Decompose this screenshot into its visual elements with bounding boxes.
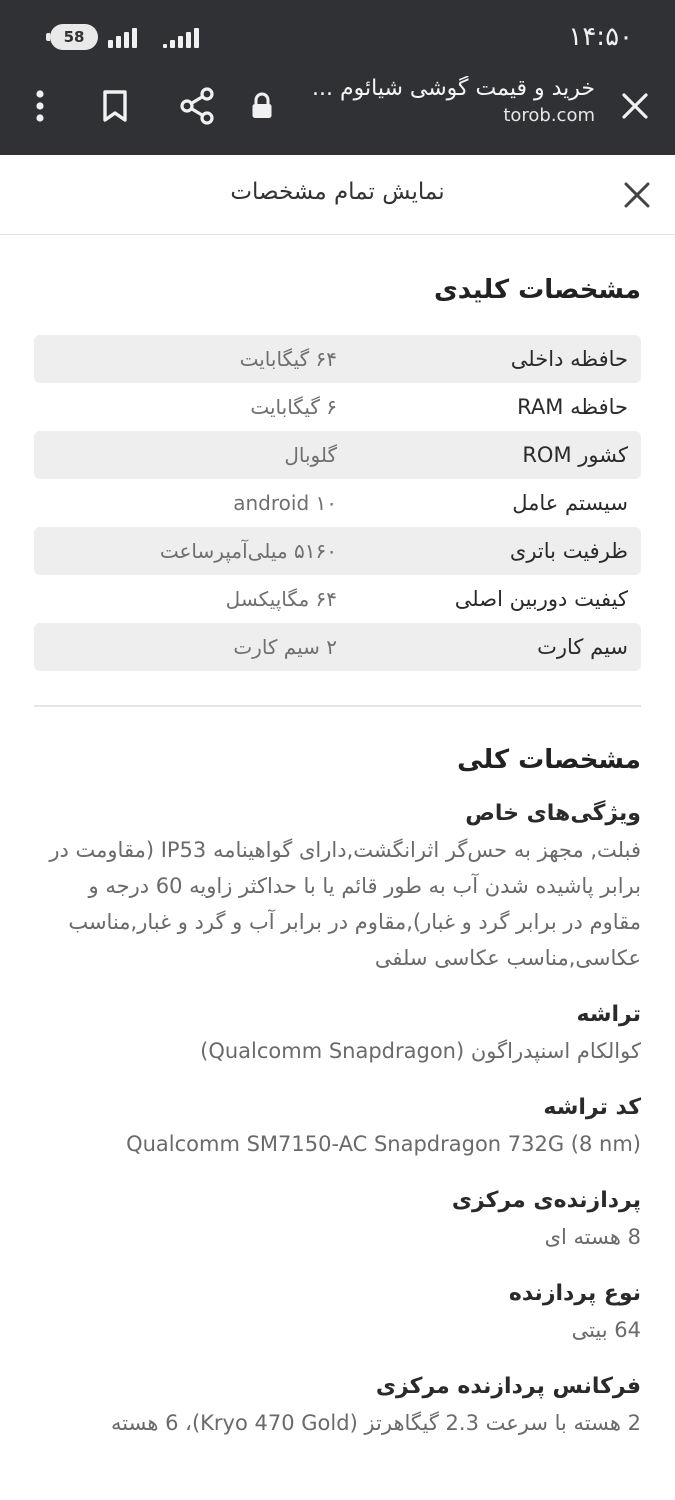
general-specs: [34, 745, 641, 1441]
specs-content[interactable]: [34, 235, 641, 1441]
bookmark-icon[interactable]: [95, 84, 135, 128]
spec-item: [34, 801, 641, 976]
spec-value: فبلت, مجهز به حس‌گر اثرانگشت,دارای گواهینامه IP53 (مقاومت در برابر پاشیده شدن آب به طور قائم یا با حداکثر زاویه 60 درجه و مقاوم در برابر گرد و غبار),مقاوم در برابر آب و گرد و غبار,مناسب عکاسی,مناسب عکاسی سلفی: [49, 838, 641, 970]
tab-title: خرید و قیمت گوشی شیائوم ...: [312, 76, 595, 101]
section-divider: [34, 705, 641, 707]
table-row: [34, 623, 641, 671]
spec-label: کد تراشه: [543, 1095, 641, 1120]
spec-value: ۵۱۶۰ میلی‌آمپرساعت: [159, 539, 337, 563]
spec-label: نوع پردازنده: [508, 1281, 641, 1306]
spec-item: [34, 1281, 641, 1348]
key-specs-table: [34, 335, 641, 671]
table-row: [34, 575, 641, 623]
spec-label: ویژگی‌های خاص: [465, 801, 641, 826]
signal-icon: [108, 26, 137, 48]
table-row: [34, 383, 641, 431]
battery-level: 58: [63, 28, 85, 46]
spec-label: کیفیت دوربین اصلی: [454, 587, 628, 611]
spec-item: [34, 1374, 641, 1441]
browser-chrome: [0, 0, 675, 155]
spec-label: حافظه داخلی: [510, 347, 628, 371]
spec-label: تراشه: [576, 1002, 641, 1027]
lock-icon: [248, 88, 276, 124]
spec-value: ۶ گیگابایت: [250, 395, 337, 419]
general-specs-title: مشخصات کلی: [457, 745, 641, 775]
spec-value: 2 هسته با سرعت 2.3 گیگاهرتز (Kryo 470 Gold)، 6 هسته: [111, 1411, 641, 1435]
dialog-title: نمایش تمام مشخصات: [230, 179, 445, 205]
table-row: [34, 527, 641, 575]
spec-value: ۶۴ مگاپیکسل: [225, 587, 337, 611]
url-text[interactable]: [295, 76, 595, 126]
key-specs-title: مشخصات کلیدی: [433, 275, 641, 305]
close-tab-icon[interactable]: [615, 86, 655, 126]
battery-icon: [50, 24, 98, 50]
close-dialog-icon[interactable]: [621, 179, 653, 211]
spec-label: کشور ROM: [522, 443, 628, 467]
spec-value: گلوبال: [284, 443, 337, 467]
spec-item: [34, 1002, 641, 1069]
signal-icon-secondary: [163, 26, 199, 48]
url-bar[interactable]: [0, 70, 675, 155]
dialog-header: [0, 155, 675, 235]
spec-value: ۲ سیم کارت: [233, 635, 337, 659]
spec-label: حافظه RAM: [517, 395, 628, 419]
spec-value: 64 بیتی: [571, 1318, 641, 1342]
share-icon[interactable]: [175, 84, 219, 128]
spec-label: ظرفیت باتری: [509, 539, 628, 563]
spec-label: سیم کارت: [537, 635, 628, 659]
spec-value: ۶۴ گیگابایت: [239, 347, 337, 371]
spec-value: android ۱۰: [233, 491, 337, 515]
table-row: [34, 479, 641, 527]
spec-label: پردازنده‌ی مرکزی: [451, 1188, 641, 1213]
status-icons: [50, 22, 199, 52]
spec-value: کوالکام اسنپدراگون (Qualcomm Snapdragon): [200, 1039, 641, 1063]
spec-item: [34, 1095, 641, 1162]
url-domain: torob.com: [503, 105, 595, 126]
clock: ۱۴:۵۰: [568, 22, 633, 52]
spec-item: [34, 1188, 641, 1255]
table-row: [34, 431, 641, 479]
spec-value: Qualcomm SM7150-AC Snapdragon 732G (8 nm): [126, 1132, 641, 1156]
more-options-icon[interactable]: [22, 84, 58, 128]
spec-label: سیستم عامل: [512, 491, 628, 515]
spec-label: فرکانس پردازنده مرکزی: [375, 1374, 641, 1399]
spec-value: 8 هسته ای: [544, 1225, 641, 1249]
table-row: [34, 335, 641, 383]
status-bar: [0, 0, 675, 70]
